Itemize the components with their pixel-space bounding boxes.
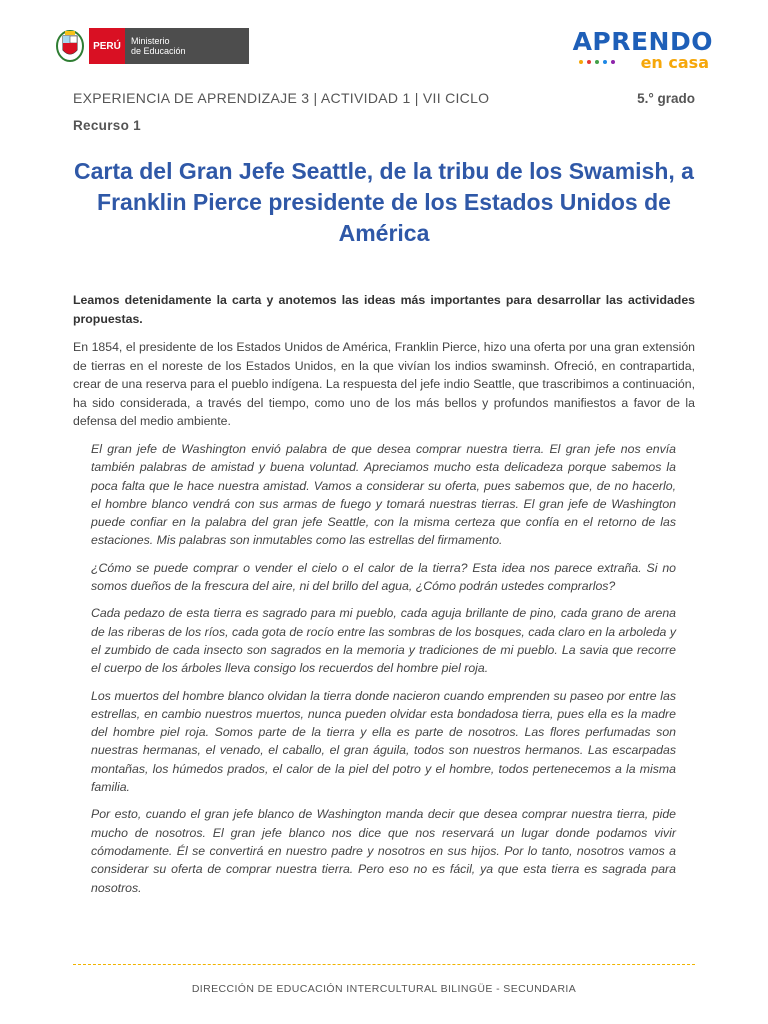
peru-label: PERÚ xyxy=(89,28,125,64)
footer-divider xyxy=(73,964,695,965)
ministry-label xyxy=(125,28,249,64)
instruction-text: Leamos detenidamente la carta y anotemos las ideas más importantes para desarrollar las actividades propuestas. xyxy=(73,293,695,326)
letter-quote xyxy=(91,440,676,906)
page-footer: DIRECCIÓN DE EDUCACIÓN INTERCULTURAL BILINGÜE - SECUNDARIA xyxy=(191,983,577,995)
aprendo-en-casa-logo xyxy=(573,27,713,73)
ministry-line-1: Ministerio xyxy=(131,36,170,46)
letter-paragraph: El gran jefe de Washington envió palabra de que desea comprar nuestra tierra. El gran jefe nos envía también palabras de amistad y buena voluntad. Apreciamos mucho esta delicadeza porque sabemos la poca falta que le hace nuestra amistad. Vamos a considerar su oferta, pues sabemos que, de no hacerlo, el hombre blanco vendrá con sus armas de fuego y tomará nuestras tierras. El gran jefe de Washington puede confiar en la palabra del gran jefe Seattle, con la misma certeza que confía en el retorno de las estaciones. Mis palabras son inmutables como las estrellas del firmamento. xyxy=(91,442,676,548)
grade-label: 5.° grado xyxy=(637,91,695,106)
page-header xyxy=(0,0,768,80)
experience-line: EXPERIENCIA DE APRENDIZAJE 3 | ACTIVIDAD 1 | VII CICLO xyxy=(73,90,490,106)
resource-label: Recurso 1 xyxy=(73,118,141,133)
letter-paragraph: Los muertos del hombre blanco olvidan la tierra donde nacieron cuando emprenden su paseo por entre las estrellas, en cambio nuestros muertos, nunca pueden olvidar esta bondadosa tierra, pues ella es la madre del hombre piel roja. Somos parte de la tierra y ella es parte de nosotros. Las flores perfumadas son nuestras hermanas, el venado, el caballo, el gran águila, todos son nuestros hermanos. Las escarpadas montañas, los húmedos prados, el calor de la piel del potro y el hombre, todos pertenecemos a la misma familia. xyxy=(91,688,676,795)
letter-paragraph: Por esto, cuando el gran jefe blanco de Washington manda decir que desea comprar nuestra tierra, pide mucho de nosotros. El gran jefe blanco nos dice que nos reservará un lugar donde podamos vivir cómodamente. Él se convertirá en nuestro padre y nosotros en sus hijos. Por lo tanto, nosotros vamos a considerar su oferta de comprar nuestra tierra. Pero eso no es fácil, ya que esta tierra es sagrada para nosotros. xyxy=(91,807,676,895)
letter-paragraph: Cada pedazo de esta tierra es sagrado para mi pueblo, cada aguja brillante de pino, cada grano de arena de las riberas de los ríos, cada gota de rocío entre las sombras de los bosques, cada claro en la arboleda y el zumbido de cada insecto son sagrados en la memoria y tradiciones de mi pueblo. La savia que recorre el cuerpo de los árboles lleva consigo los recuerdos del hombre piel roja. xyxy=(91,606,676,676)
en-casa-word: en casa xyxy=(640,53,709,72)
page-title: Carta del Gran Jefe Seattle, de la tribu de los Swamish, a Franklin Pierce presidente de los Estados Unidos de América xyxy=(74,158,694,246)
government-logo xyxy=(55,28,249,64)
aprendo-word: APRENDO xyxy=(572,27,713,56)
intro-paragraph: En 1854, el presidente de los Estados Unidos de América, Franklin Pierce, hizo una oferta por una gran extensión de tierras en el noreste de los Estados Unidos, en la que vivían los indios swaminsh. Ofreció, en contrapartida, crear de una reserva para el pueblo indígena. La respuesta del jefe indio Seattle, que trascribimos a continuación, ha sido considerada, a través del tiempo, como uno de los más bellos y profundos manifiestos a favor de la defensa del medio ambiente. xyxy=(73,340,695,428)
logo-dots xyxy=(579,60,615,64)
ministry-line-2: de Educación xyxy=(131,46,186,56)
coat-of-arms-icon xyxy=(55,28,85,64)
letter-paragraph: ¿Cómo se puede comprar o vender el cielo o el calor de la tierra? Esta idea nos parece extraña. Si no somos dueños de la frescura del aire, ni del brillo del agua, ¿Cómo podrán ustedes comprarlos? xyxy=(91,560,676,594)
